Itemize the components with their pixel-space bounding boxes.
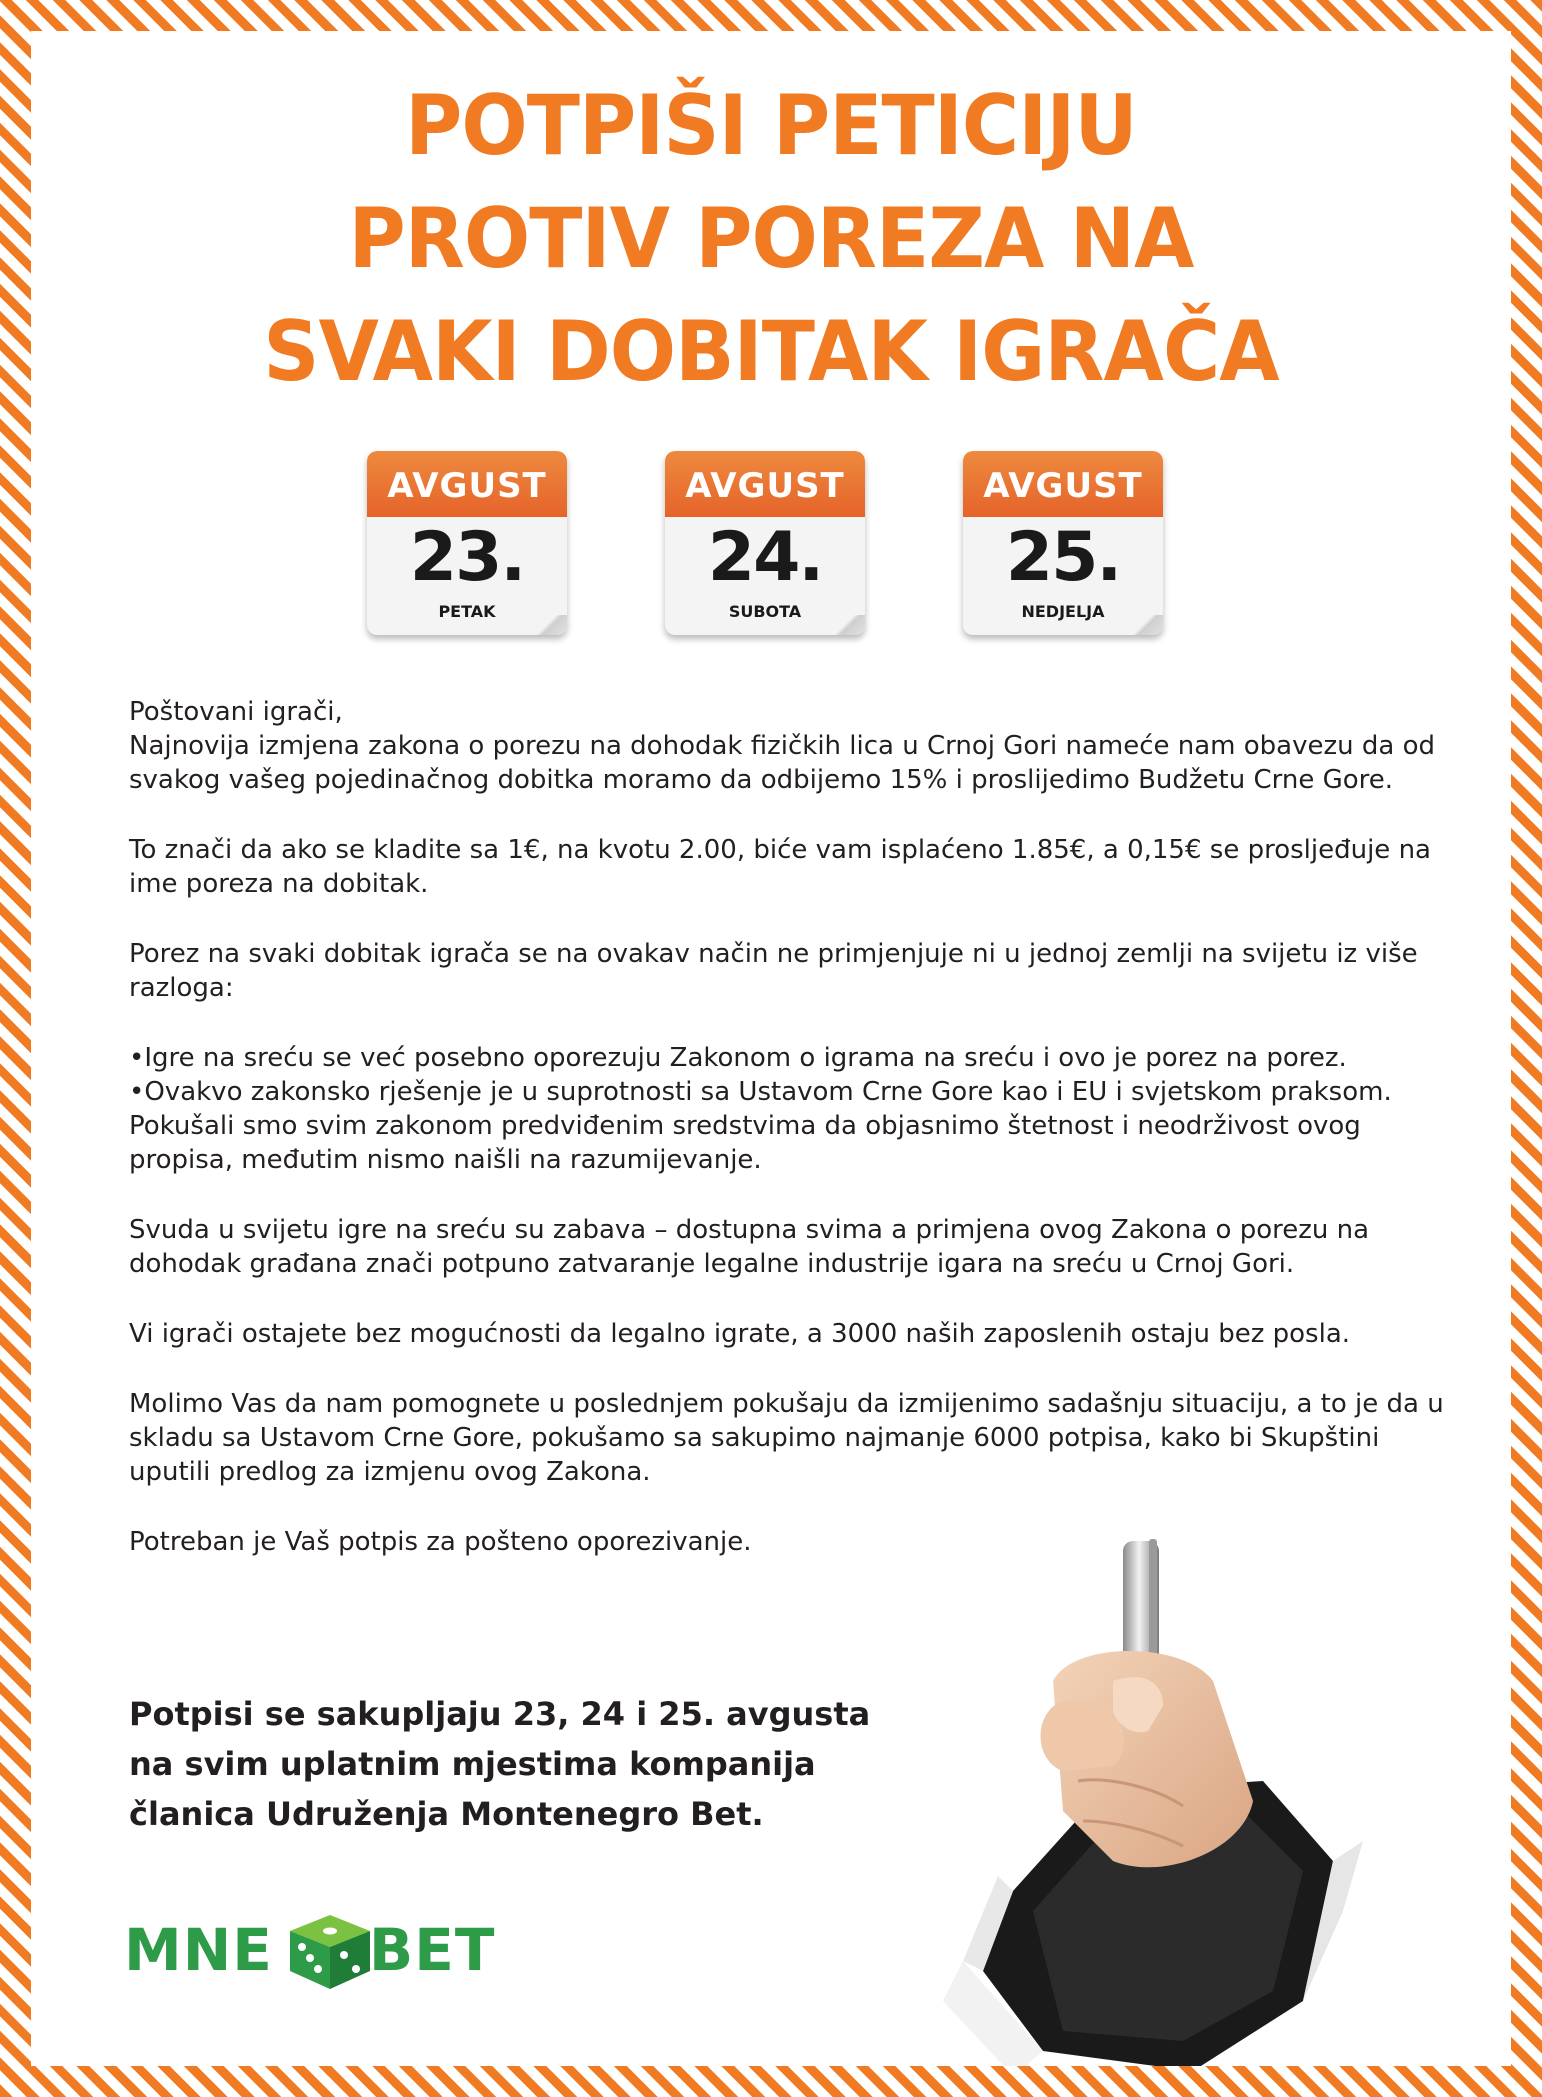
page-title	[75, 69, 1466, 408]
paragraph: To znači da ako se kladite sa 1€, na kvotu 2.00, biće vam isplaćeno 1.85€, a 0,15€ se prosljeđuje na ime poreza na dobitak.	[129, 835, 1431, 899]
bullet-item: •Igre na sreću se već posebno oporezuju Zakonom o igrama na sreću i ovo je porez na porez.	[129, 1043, 1347, 1073]
closing-statement	[129, 1689, 929, 1839]
paragraph: Molimo Vas da nam pomognete u poslednjem pokušaju da izmijenimo sadašnju situaciju, a to je da u skladu sa Ustavom Crne Gore, pokušamo sa sakupimo najmanje 6000 potpisa, kako bi Skupštini uputili predlog za izmjenu ovog Zakona.	[129, 1389, 1444, 1487]
calendar-date: 24.	[707, 518, 823, 597]
calendar-month: AVGUST	[685, 466, 845, 506]
closing-line-1: Potpisi se sakupljaju 23, 24 i 25. avgusta	[129, 1695, 871, 1733]
mnebet-logo	[124, 1911, 544, 1991]
calendar-weekday: SUBOTA	[728, 602, 802, 621]
title-line-2: PROTIV POREZA NA	[348, 190, 1194, 287]
calendar-23	[367, 451, 567, 635]
paragraph: Svuda u svijetu igre na sreću su zabava – dostupna svima a primjena ovog Zakona o porezu na dohodak građana znači potpuno zatvaranje legalne industrije igara na sreću u Crnoj Gori.	[129, 1215, 1370, 1279]
paragraph: Najnovija izmjena zakona o porezu na dohodak fizičkih lica u Crnoj Gori nameće nam obavezu da od svakog vašeg pojedinačnog dobitka moramo da odbijemo 15% i proslijedimo Budžetu Crne Gore.	[129, 731, 1435, 795]
paragraph: Vi igrači ostajete bez mogućnosti da legalno igrate, a 3000 naših zaposlenih ostaju bez posla.	[129, 1319, 1351, 1349]
paragraph: Potreban je Vaš potpis za pošteno oporezivanje.	[129, 1527, 752, 1557]
logo-text-left: MNE	[124, 1916, 273, 1984]
calendar-25	[963, 451, 1163, 635]
logo-text-right: BET	[369, 1916, 496, 1984]
calendar-date: 23.	[409, 518, 525, 597]
calendar-weekday: PETAK	[438, 602, 496, 621]
calendar-month: AVGUST	[387, 466, 547, 506]
closing-line-3: članica Udruženja Montenegro Bet.	[129, 1795, 764, 1833]
calendar-weekday: NEDJELJA	[1021, 602, 1105, 621]
hand-with-pen-image	[863, 1531, 1483, 2066]
letter-body	[129, 695, 1449, 1595]
greeting: Poštovani igrači,	[129, 697, 343, 727]
calendar-date: 25.	[1005, 518, 1121, 597]
calendar-24	[665, 451, 865, 635]
calendar-month: AVGUST	[983, 466, 1143, 506]
paragraph: Porez na svaki dobitak igrača se na ovakav način ne primjenjuje ni u jednoj zemlji na svijetu iz više razloga:	[129, 939, 1418, 1003]
dice-icon	[284, 1911, 376, 1991]
bullet-item: •Ovakvo zakonsko rješenje je u suprotnosti sa Ustavom Crne Gore kao i EU i svjetskom praksom.	[129, 1077, 1392, 1107]
title-line-3: SVAKI DOBITAK IGRAČA	[263, 303, 1279, 400]
title-line-1: POTPIŠI PETICIJU	[405, 77, 1137, 174]
closing-line-2: na svim uplatnim mjestima kompanija	[129, 1745, 816, 1783]
paragraph: Pokušali smo svim zakonom predviđenim sredstvima da objasnimo štetnost i neodrživost ovog propisa, međutim nismo naišli na razumijevanje.	[129, 1111, 1361, 1175]
poster-content	[31, 31, 1511, 2066]
